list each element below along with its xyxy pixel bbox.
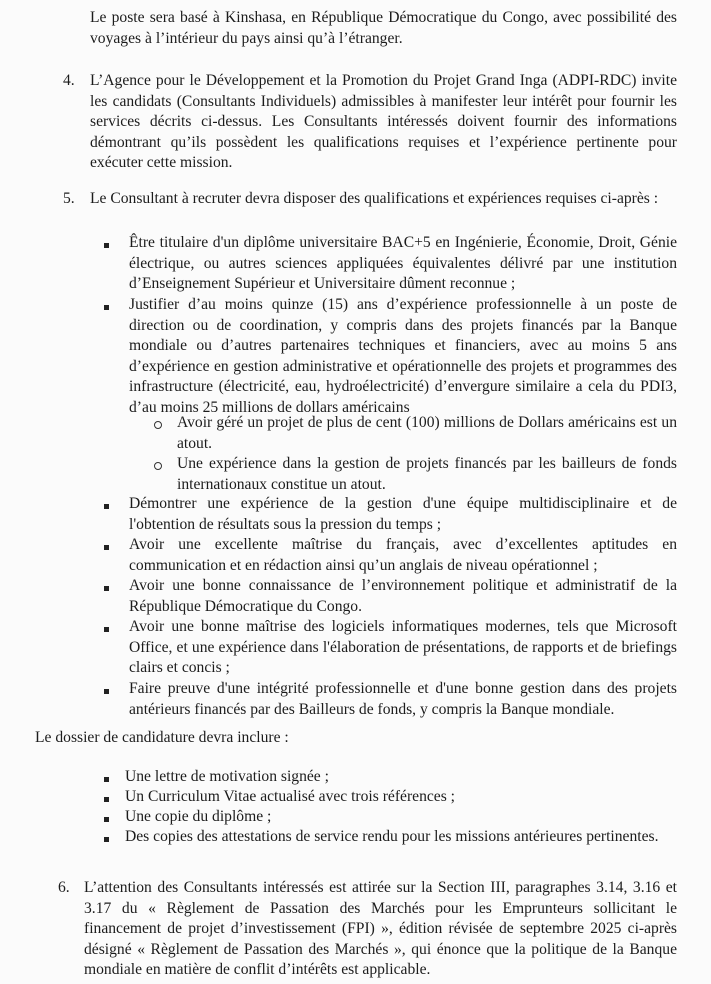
requirement-item: Faire preuve d'une intégrité professionnelle et d'une bonne gestion dans des projets antérieurs financés par des Bailleurs de fonds, y compris la Banque mondiale. xyxy=(129,680,677,718)
bullet-icon xyxy=(104,797,109,802)
paragraph-text: Le Consultant à recruter devra disposer des qualifications et expériences requises ci-après : xyxy=(90,190,659,207)
requirement-item: Avoir une bonne maîtrise des logiciels informatiques modernes, tels que Microsoft Office, et une expérience dans l'élaboration de présentations, de rapports et de briefings clairs et concis ; xyxy=(129,618,677,677)
requirement-item: Avoir une bonne connaissance de l’environnement politique et administratif de la République Démocratique du Congo. xyxy=(129,577,677,615)
bullet-icon xyxy=(104,305,109,310)
bullet-icon xyxy=(104,837,109,842)
application-item: Un Curriculum Vitae actualisé avec trois références ; xyxy=(125,788,456,805)
application-item: Des copies des attestations de service rendu pour les missions antérieures pertinentes. xyxy=(125,828,659,845)
section-number-5: 5. xyxy=(63,190,75,207)
section-number-4: 4. xyxy=(63,72,75,89)
requirement-item: Démontrer une expérience de la gestion d'une équipe multidisciplinaire et de l'obtention de résultats sous la pression du temps ; xyxy=(129,495,677,533)
circle-bullet-icon xyxy=(154,462,162,470)
sub-requirement-item: Avoir géré un projet de plus de cent (100) millions de Dollars américains est un atout. xyxy=(177,414,677,452)
application-item: Une copie du diplôme ; xyxy=(125,808,272,825)
location-paragraph xyxy=(90,8,677,49)
requirement-item: Être titulaire d'un diplôme universitaire BAC+5 en Ingénierie, Économie, Droit, Génie électrique, ou autres sciences appliquées équivalentes délivré par une institution d’Enseignement Supérieur et Universitaire dûment reconnue ; xyxy=(129,234,677,293)
section-number-6: 6. xyxy=(58,879,70,896)
sub-requirement-item: Une expérience dans la gestion de projets financés par les bailleurs de fonds internationaux constitue un atout. xyxy=(177,455,677,493)
paragraph-text: Le poste sera basé à Kinshasa, en République Démocratique du Congo, avec possibilité des voyages à l’intérieur du pays ainsi qu’à l’étranger. xyxy=(90,9,677,47)
bullet-icon xyxy=(104,817,109,822)
bullet-icon xyxy=(104,545,109,550)
bullet-icon xyxy=(104,243,109,248)
section-4-paragraph xyxy=(90,71,677,174)
bullet-icon xyxy=(104,689,109,694)
circle-bullet-icon xyxy=(154,421,162,429)
section-5-paragraph xyxy=(90,189,677,210)
bullet-icon xyxy=(104,627,109,632)
requirement-item: Justifier d’au moins quinze (15) ans d’expérience professionnelle à un poste de direction ou de coordination, y compris dans des projets financés par la Banque mondiale ou d’autres partenaires techniques et financiers, avec au moins 5 ans d’expérience en gestion administrative et opérationnelle des projets et programmes des infrastructure (électricité, eau, hydroélectricité) d’envergure similaire a cela du PDI3, d’au moins 25 millions de dollars américains xyxy=(129,296,677,416)
bullet-icon xyxy=(104,504,109,509)
section-6-paragraph xyxy=(84,878,677,981)
requirement-item: Avoir une excellente maîtrise du français, avec d’excellentes aptitudes en communication et en rédaction ainsi qu’un anglais de niveau opérationnel ; xyxy=(129,536,677,574)
application-heading: Le dossier de candidature devra inclure : xyxy=(35,729,289,746)
paragraph-text: L’attention des Consultants intéressés est attirée sur la Section III, paragraphes 3.14, 3.16 et 3.17 du « Règlement de Passation des Marchés pour les Emprunteurs sollicitant le financement de projet d’investissement (FPI) », édition révisée de septembre 2025 ci-après désigné « Règlement de Passation des Marchés », qui énonce que la politique de la Banque mondiale en matière de conflit d’intérêts est applicable. xyxy=(84,879,677,979)
bullet-icon xyxy=(104,777,109,782)
application-item: Une lettre de motivation signée ; xyxy=(125,768,329,785)
paragraph-text: L’Agence pour le Développement et la Promotion du Projet Grand Inga (ADPI-RDC) invite les candidats (Consultants Individuels) admissibles à manifester leur intérêt pour fournir les services décrits ci-dessus. Les Consultants intéressés doivent fournir des informations démontrant qu’ils possèdent les qualifications requises et l’expérience pertinente pour exécuter cette mission. xyxy=(90,72,677,172)
bullet-icon xyxy=(104,586,109,591)
